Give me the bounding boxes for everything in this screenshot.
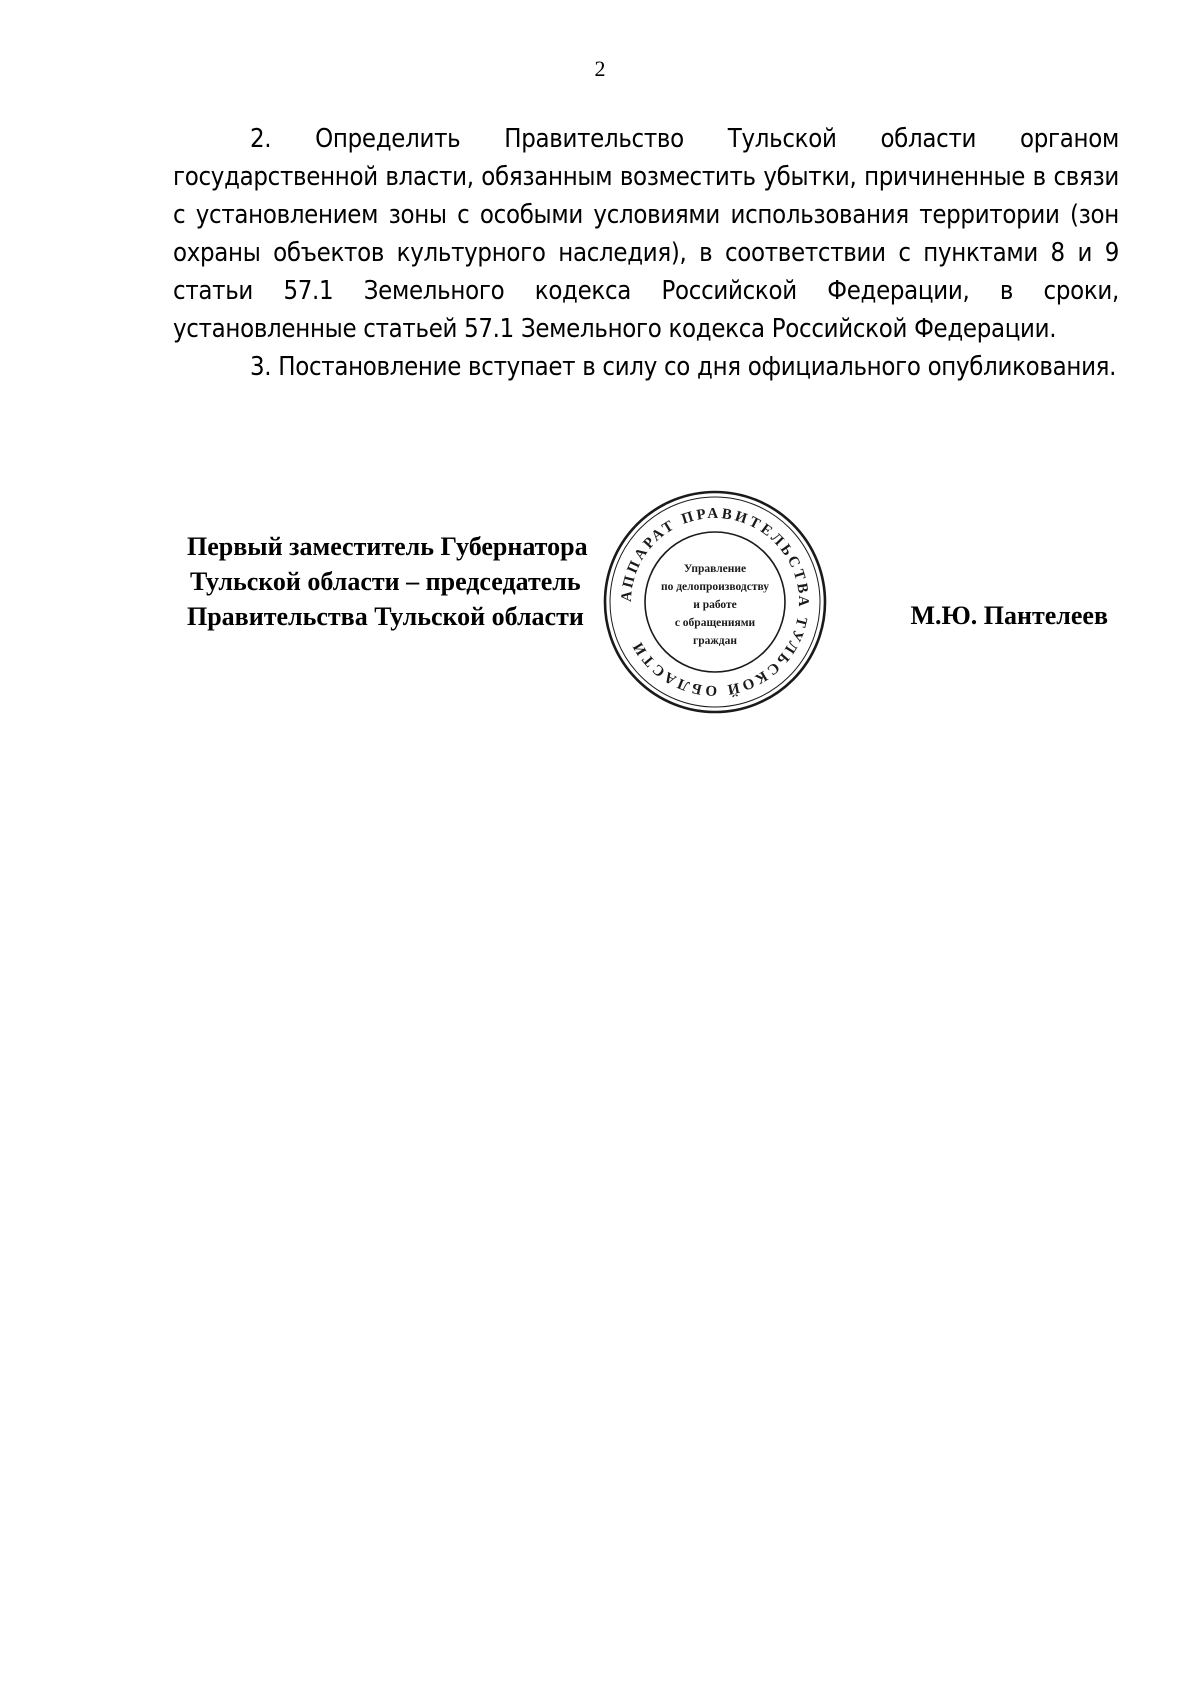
stamp-center-line: Управление [683, 563, 747, 575]
signatory-name: М.Ю. Пантелеев [910, 601, 1108, 630]
stamp-center-line: граждан [693, 635, 737, 647]
stamp-center-line: и работе [693, 599, 737, 611]
signatory-title-line: Правительства Тульской области [187, 602, 584, 631]
paragraph-2: 2. Определить Правительство Тульской области органом государственной власти, обязанным возместить убытки, причиненные в связи с установлением зоны с особыми условиями использования территории (зон охраны объектов культурного наследия), в соответствии с пунктами 8 и 9 статьи 57.1 Земельного кодекса Российской Федерации, в сроки, установленные статьей 57.1 Земельного кодекса Российской Федерации. [173, 124, 1119, 344]
page-number: 2 [594, 56, 606, 81]
signatory-title [187, 529, 588, 634]
stamp-ring-text-path: АППАРАТ ПРАВИТЕЛЬСТВА ТУЛЬСКОЙ ОБЛАСТИ [618, 505, 812, 699]
official-stamp [601, 488, 829, 716]
decree-body [173, 120, 1119, 386]
stamp-center-line: с обращениями [674, 617, 756, 629]
stamp-center-line: по делопроизводству [660, 581, 770, 593]
signatory-title-line: Первый заместитель Губернатора [187, 532, 588, 561]
paragraph-3: 3. Постановление вступает в силу со дня официального опубликования. [250, 352, 1117, 382]
signatory-title-line: Тульской области – председатель [190, 567, 581, 596]
